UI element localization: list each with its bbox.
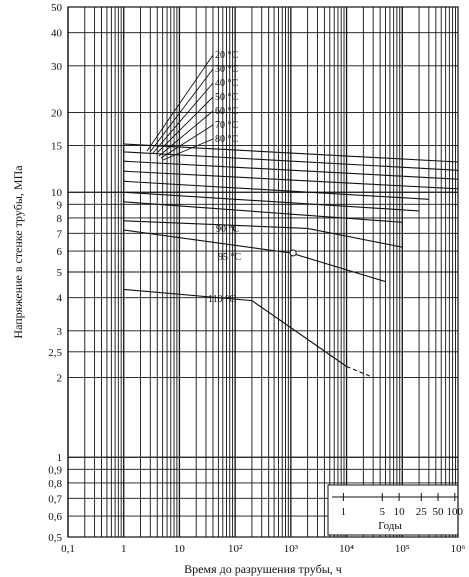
years-tick-label: 50 <box>432 506 444 518</box>
y-tick-label: 40 <box>51 27 62 40</box>
years-tick-label: 100 <box>446 506 464 518</box>
y-tick-label: 5 <box>56 267 62 279</box>
y-tick-label: 15 <box>51 140 62 153</box>
y-tick-label: 2,5 <box>48 346 62 359</box>
years-tick-label: 5 <box>379 506 386 518</box>
y-tick-label: 50 <box>51 2 62 14</box>
series-line-dashed <box>347 367 374 378</box>
x-tick-label: 10⁴ <box>339 543 354 555</box>
series-line <box>124 221 403 247</box>
x-tick-label: 10 <box>173 543 185 555</box>
y-tick-label: 0,8 <box>48 477 62 490</box>
y-tick-label: 30 <box>51 60 62 73</box>
series-labels <box>147 50 241 305</box>
y-tick-label: 0,5 <box>48 532 62 544</box>
series-label: 40 °C <box>215 78 239 89</box>
y-tick-label: 8 <box>56 212 62 225</box>
series-label: 80 °C <box>215 134 239 145</box>
x-tick-label: 1 <box>120 543 127 555</box>
y-tick-label: 0,9 <box>48 464 62 477</box>
y-tick-labels <box>48 2 62 544</box>
series-label: 30 °C <box>215 64 239 75</box>
y-tick-label: 7 <box>56 228 62 241</box>
series-label: 50 °C <box>215 92 239 103</box>
series-label: 90 °C <box>216 224 240 235</box>
y-tick-label: 10 <box>51 187 62 200</box>
series-label: 95 °C <box>218 252 242 263</box>
years-axis <box>328 485 464 535</box>
x-tick-label: 0,1 <box>61 543 75 555</box>
years-tick-label: 1 <box>340 506 347 518</box>
series-label: 20 °C <box>215 50 239 61</box>
y-tick-label: 0,7 <box>48 493 62 506</box>
y-tick-label: 4 <box>56 292 62 305</box>
series-label: 60 °C <box>215 106 239 117</box>
series-leader-line <box>150 69 213 152</box>
y-tick-label: 9 <box>56 199 62 212</box>
series-label: 110 °C <box>208 294 236 305</box>
x-axis-label: Время до разрушения трубы, ч <box>184 562 342 576</box>
y-tick-label: 3 <box>56 325 62 338</box>
y-tick-label: 1 <box>56 452 62 465</box>
years-tick-label: 25 <box>415 506 427 518</box>
years-axis-label: Годы <box>378 520 402 532</box>
y-tick-label: 20 <box>51 107 62 120</box>
x-tick-label: 10³ <box>283 543 299 555</box>
y-tick-label: 2 <box>56 372 62 385</box>
x-tick-label: 10⁵ <box>394 543 410 555</box>
data-marker <box>290 250 296 256</box>
x-tick-labels <box>61 543 465 555</box>
series-label: 70 °C <box>215 120 239 131</box>
series-line <box>124 181 429 199</box>
years-tick-label: 10 <box>393 506 405 518</box>
y-tick-label: 6 <box>56 246 62 259</box>
series-line <box>124 192 419 211</box>
series-line <box>124 202 403 223</box>
y-axis-label: Напряжение в стенке трубы, МПа <box>11 165 25 339</box>
y-tick-label: 0,6 <box>48 511 62 524</box>
x-tick-label: 10² <box>227 543 243 555</box>
x-tick-label: 10⁶ <box>450 543 466 555</box>
